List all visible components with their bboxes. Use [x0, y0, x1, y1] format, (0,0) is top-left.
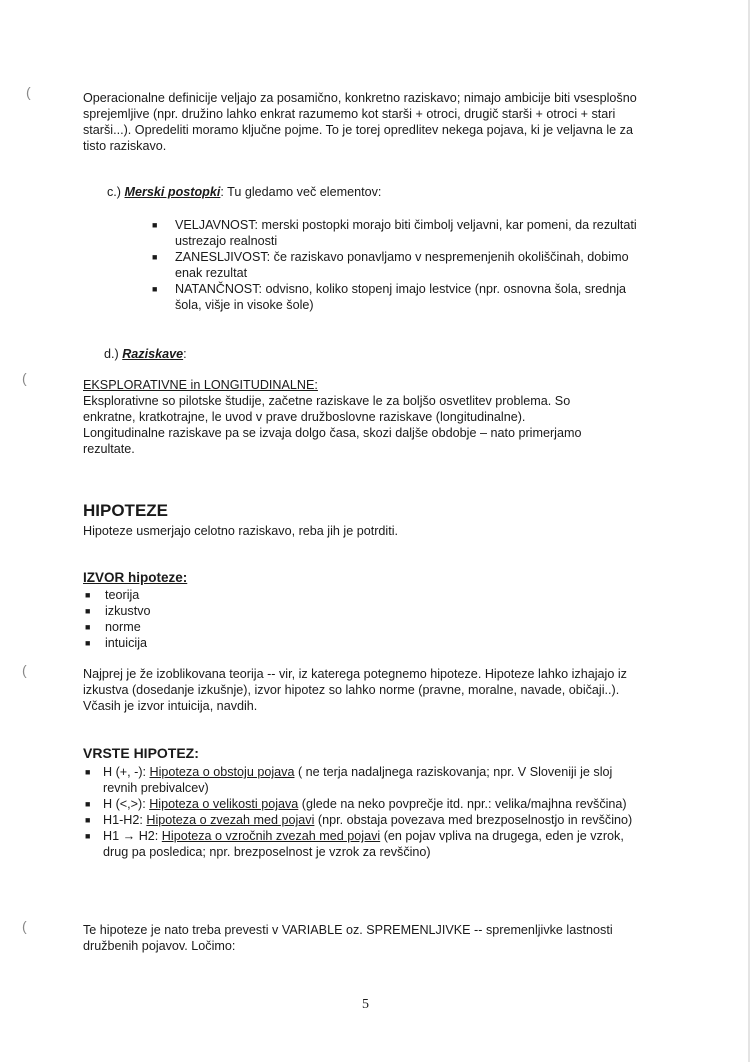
list-item: ■ norme — [85, 620, 141, 634]
section-d-subheading: EKSPLORATIVNE in LONGITUDINALNE: — [83, 378, 318, 392]
list-item: ■ ZANESLJIVOST: če raziskavo ponavljamo v nespremenjenih okoliščinah, dobimo enak rezultat — [152, 250, 629, 280]
list-item: ■ H1 → H2: Hipoteza o vzročnih zvezah med pojavi (en pojav vpliva na drugega, eden je vzrok, drug pa posledica; npr. brezposelnost je vzrok za revščino) — [85, 829, 624, 859]
hipoteze-heading: HIPOTEZE — [83, 501, 169, 520]
list-item: ■ intuicija — [85, 636, 147, 650]
vrste-list — [85, 764, 645, 860]
list-item: ■ H (+, -): Hipoteza o obstoju pojava ( ne terja nadaljnega raziskovanja; npr. V Sloveniji je sloj revnih prebivalcev) — [85, 765, 613, 795]
list-item: ■ VELJAVNOST: merski postopki morajo biti čimbolj veljavni, kar pomeni, da rezultati ustrezajo realnosti — [152, 218, 637, 248]
section-c-title: Merski postopki — [124, 185, 221, 199]
section-c-heading — [107, 184, 381, 200]
izvor-paragraph: Najprej je že izoblikovana teorija -- vir, iz katerega potegnemo hipoteze. Hipoteze lahko izhajajo iz izkustva (dosedanje izkušnje), izvor hipotez so lahko norme (pravne, moralne, navade, običaji..). Včasih je izvor intuicija, navdih. — [83, 667, 627, 713]
list-item: ■ H (<,>): Hipoteza o velikosti pojava (glede na neko povprečje itd. npr.: velika/majhna revščina) — [85, 797, 627, 811]
izvor-list — [85, 587, 151, 651]
scan-mark: ( — [22, 662, 27, 678]
section-d-heading: d.) Raziskave: — [104, 347, 187, 361]
scan-mark: ( — [22, 918, 27, 934]
intro-paragraph: Operacionalne definicije veljajo za posamično, konkretno raziskavo; nimajo ambicije biti vsesplošno sprejemljive (npr. družino lahko enkrat razumemo kot starši + otroci, drugič starši + otroci + stari starši...). Opredeliti moramo ključne pojme. To je torej opredlitev nekega pojava, ki je veljavna le za tisto raziskavo. — [83, 91, 637, 153]
section-d-title: Raziskave — [122, 347, 184, 361]
section-d-paragraph: Eksplorativne so pilotske študije, začetne raziskave le za boljšo osvetlitev problema. So enkratne, kratkotrajne, le uvod v prave družboslovne raziskave (longitudinalne). Longitudinalne raziskave pa se izvaja dolgo časa, skozi daljše obdobje – nato primerjamo rezultate. — [83, 394, 582, 456]
list-item: ■ teorija — [85, 588, 140, 602]
scan-mark: ( — [22, 370, 27, 386]
section-c-list — [152, 217, 642, 313]
section-c-prefix: c.) — [107, 185, 121, 199]
list-item: ■ NATANČNOST: odvisno, koliko stopenj imajo lestvice (npr. osnovna šola, srednja šola, višje in visoke šole) — [152, 282, 627, 312]
section-c-rest: : Tu gledamo več elementov: — [220, 185, 382, 199]
section-d-prefix: d.) — [104, 347, 119, 361]
vrste-heading: VRSTE HIPOTEZ: — [83, 745, 199, 761]
scan-mark: ( — [26, 84, 31, 100]
hipoteze-intro: Hipoteze usmerjajo celotno raziskavo, reba jih je potrditi. — [83, 524, 398, 538]
closing-paragraph: Te hipoteze je nato treba prevesti v VARIABLE oz. SPREMENLJIVKE -- spremenljivke lastnosti družbenih pojavov. Ločimo: — [83, 923, 613, 953]
list-item: ■ izkustvo — [85, 604, 151, 618]
list-item: ■ H1-H2: Hipoteza o zvezah med pojavi (npr. obstaja povezava med brezposelnostjo in revščino) — [85, 813, 633, 827]
page-number: 5 — [362, 997, 369, 1012]
izvor-heading: IZVOR hipoteze: — [83, 570, 188, 585]
